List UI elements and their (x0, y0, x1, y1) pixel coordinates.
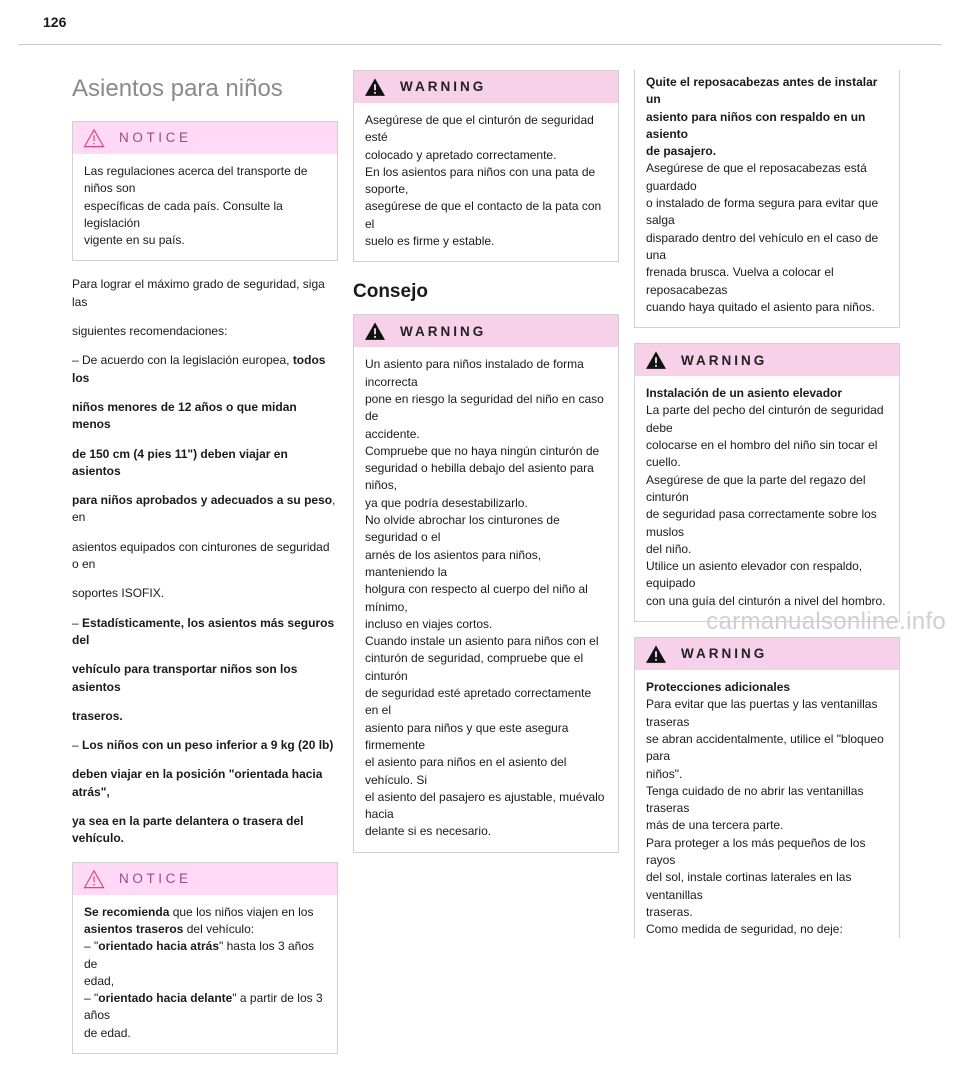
bold-text: asiento para niños con respaldo en un asiento (646, 109, 866, 141)
text-line: holgura con respecto al cuerpo del niño al mínimo, (365, 582, 588, 614)
text-line: edad, (84, 973, 115, 988)
text-line: Utilice un asiento elevador con respaldo, equipado (646, 559, 863, 591)
bold-text: niños menores de 12 años o que midan menos (72, 399, 297, 432)
text-line: de edad. (84, 1025, 131, 1040)
text-line: seguridad o hebilla debajo del asiento para niños, (365, 461, 594, 493)
text-line: el asiento del pasajero es ajustable, muévalo hacia (365, 789, 605, 822)
text-line: se abran accidentalmente, utilice el "bloqueo para (646, 731, 884, 764)
text-line: Como medida de seguridad, no deje: (646, 922, 843, 937)
text-line (84, 938, 326, 973)
bold-text: de pasajero. (646, 144, 717, 159)
text-line: colocarse en el hombro del niño sin tocar el cuello. (646, 438, 878, 470)
text-span: " hasta los 3 años de (84, 939, 314, 971)
bold-text: Protecciones adicionales (646, 680, 791, 695)
warning-header (635, 344, 899, 376)
text-line: arnés de los asientos para niños, manteniendo la (365, 547, 542, 579)
bold-text: para niños aprobados y adecuados a su peso (72, 493, 333, 508)
bullet-prefix: – (72, 738, 83, 753)
header-rule (18, 44, 942, 45)
warning-triangle-outline-icon (83, 128, 105, 148)
text-line: asegúrese de que el contacto de la pata con el (365, 199, 602, 231)
notice-body (73, 154, 337, 260)
warning-body (354, 103, 618, 261)
warning-triangle-filled-icon (645, 644, 667, 664)
text-line: cinturón de seguridad, compruebe que el cinturón (365, 651, 584, 683)
text-line: incluso en viajes cortos. (365, 616, 493, 631)
section-heading: Consejo (353, 281, 428, 303)
text-line: ya que podría desestabilizarlo. (365, 495, 528, 510)
text-span: del vehículo: (183, 921, 255, 936)
column-1 (72, 70, 338, 1069)
text-line: traseras. (646, 904, 693, 919)
text-line (84, 990, 326, 1025)
bullet-2 (72, 615, 338, 650)
text-line: suelo es firme y estable. (365, 234, 495, 249)
warning-label: WARNING (400, 79, 487, 95)
warning-body (635, 376, 899, 621)
bold-text: orientado hacia atrás (98, 939, 219, 954)
text-line: Tenga cuidado de no abrir las ventanillas traseras (646, 783, 864, 816)
text-line: frenada brusca. Vuelva a colocar el reposacabezas (646, 265, 834, 297)
bold-text: de 150 cm (4 pies 11") deben viajar en asientos (72, 446, 288, 478)
warning-body (635, 670, 899, 938)
text-line: Para evitar que las puertas y las ventanillas traseras (646, 697, 878, 729)
text-line: La parte del pecho del cinturón de seguridad debe (646, 403, 884, 435)
text-line (84, 921, 326, 938)
text-line: No olvide abrochar los cinturones de seguridad o el (365, 513, 560, 545)
text-span: – " (84, 939, 99, 954)
section-title: Asientos para niños (72, 75, 283, 102)
bold-text: Quite el reposacabezas antes de instalar un (646, 75, 878, 107)
notice-body (73, 895, 337, 1053)
warning-body (354, 347, 618, 851)
warning-triangle-filled-icon (645, 350, 667, 370)
warning-triangle-filled-icon (364, 77, 386, 97)
text-line: siguientes recomendaciones: (72, 324, 228, 339)
notice-box-2 (72, 862, 338, 1054)
bullet-3 (72, 737, 338, 754)
warning-triangle-filled-icon (364, 321, 386, 341)
text-line: Para lograr el máximo grado de seguridad, siga las (72, 277, 325, 309)
text-line: delante si es necesario. (365, 824, 492, 839)
notice-label: NOTICE (119, 870, 192, 886)
warning-header (354, 71, 618, 103)
text-span: – " (84, 991, 99, 1006)
text-line: Para proteger a los más pequeños de los rayos (646, 835, 866, 867)
page-number: 126 (43, 14, 67, 30)
text-line: Un asiento para niños instalado de forma incorrecta (365, 357, 584, 389)
text-line: Las regulaciones acerca del transporte de niños son (84, 164, 308, 196)
bullet-prefix: – De acuerdo con la legislación europea, (72, 353, 293, 368)
notice-header (73, 863, 337, 895)
warning-header (635, 638, 899, 670)
text-line: Asegúrese de que la parte del regazo del cinturón (646, 472, 866, 504)
warning-triangle-outline-icon (83, 869, 105, 889)
warning-header (354, 315, 618, 347)
bold-text: Se recomienda (84, 904, 170, 919)
watermark-text: carmanualsonline.info (706, 608, 946, 635)
text-line: de seguridad esté apretado correctamente en el (365, 686, 592, 718)
bold-text: Estadísticamente, los asientos más seguros del (72, 615, 335, 647)
warning-box-1 (353, 70, 619, 262)
warning-label: WARNING (681, 646, 768, 662)
notice-box-1 (72, 121, 338, 261)
text-line: accidente. (365, 426, 420, 441)
warning-label: WARNING (681, 352, 768, 368)
text-line: colocado y apretado correctamente. (365, 147, 557, 162)
bold-text: Los niños con un peso inferior a 9 kg (20 lb) (82, 738, 334, 753)
text-line: vigente en su país. (84, 233, 185, 248)
text-line: más de una tercera parte. (646, 818, 784, 833)
bold-text: asientos traseros (84, 921, 184, 936)
bold-text: orientado hacia delante (98, 991, 233, 1006)
text-line: o instalado de forma segura para evitar que salga (646, 196, 879, 228)
bullet-1 (72, 352, 338, 387)
text-line: asiento para niños y que este asegura firmemente (365, 720, 569, 752)
notice-label: NOTICE (119, 130, 192, 146)
text-line: pone en riesgo la seguridad del niño en caso de (365, 391, 604, 424)
bold-text: ya sea en la parte delantera o trasera del vehículo. (72, 814, 304, 846)
bold-text: traseros. (72, 708, 123, 723)
bold-text: deben viajar en la posición "orientada hacia atrás", (72, 767, 323, 799)
bullet-prefix: – (72, 615, 83, 630)
text-line: disparado dentro del vehículo en el caso de una (646, 230, 879, 262)
text-span: que los niños viajen en los (169, 904, 314, 919)
bold-text: Instalación de un asiento elevador (646, 386, 843, 401)
text-line: el asiento para niños en el asiento del vehículo. Si (365, 755, 567, 787)
text-span: , en (72, 493, 336, 525)
warning-box-2 (353, 314, 619, 852)
warning-label: WARNING (400, 323, 487, 339)
bold-text: todos los (72, 353, 326, 385)
text-line: del niño. (646, 541, 692, 556)
text-line: Asegúrese de que el reposacabezas está guardado (646, 161, 867, 193)
text-line: Cuando instale un asiento para niños con el (365, 634, 599, 649)
recommendations-text (72, 276, 338, 847)
text-line: Compruebe que no haya ningún cinturón de (365, 443, 600, 458)
headrest-box (634, 70, 900, 328)
text-line: asientos equipados con cinturones de seguridad o en (72, 539, 330, 572)
warning-box-3 (634, 343, 900, 622)
notice-header (73, 122, 337, 154)
column-2 (353, 70, 619, 868)
text-line (84, 904, 326, 921)
text-line: del sol, instale cortinas laterales en las ventanillas (646, 870, 852, 902)
text-line: de seguridad pasa correctamente sobre los muslos (646, 507, 877, 539)
text-line: con una guía del cinturón a nivel del hombro. (646, 593, 886, 608)
headrest-body (635, 70, 899, 327)
text-span: " a partir de los 3 años (84, 991, 323, 1023)
text-line: soportes ISOFIX. (72, 586, 165, 601)
warning-box-4 (634, 637, 900, 938)
text-line (72, 492, 338, 527)
text-line: Asegúrese de que el cinturón de seguridad esté (365, 113, 594, 145)
text-line: cuando haya quitado el asiento para niños. (646, 299, 875, 314)
text-line: En los asientos para niños con una pata de soporte, (365, 164, 596, 197)
text-line: niños". (646, 766, 683, 781)
text-line: específicas de cada país. Consulte la legislación (84, 198, 283, 230)
bold-text: vehículo para transportar niños son los asientos (72, 662, 298, 694)
column-3 (634, 70, 900, 953)
